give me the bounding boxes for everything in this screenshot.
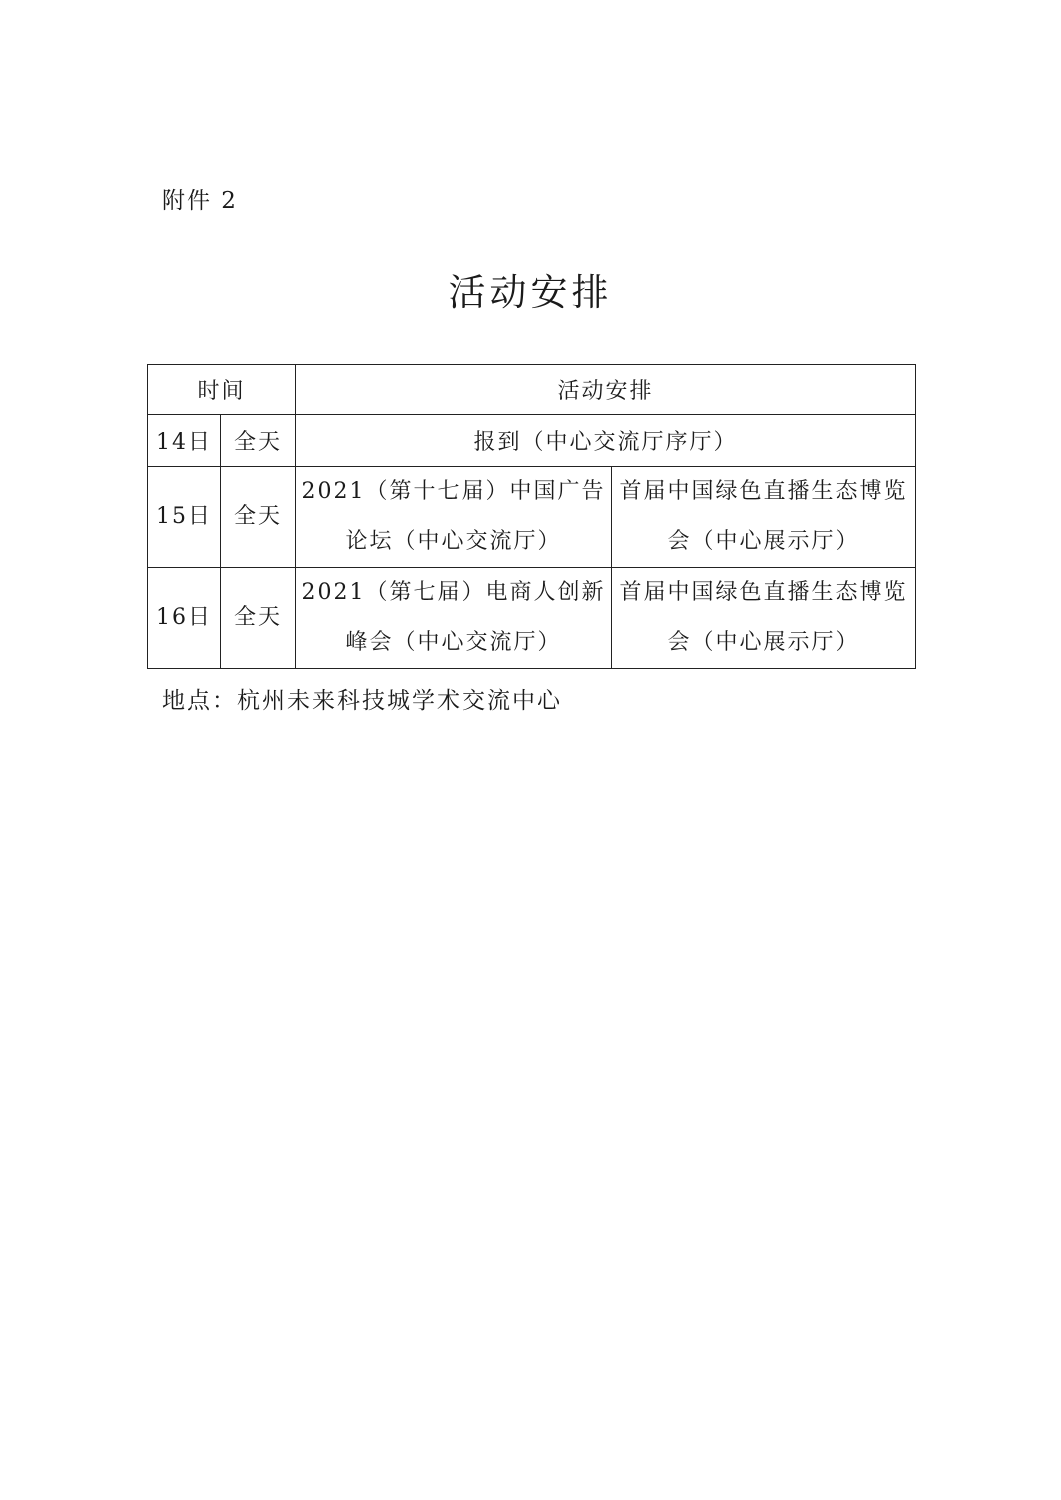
attachment-label: 附件 2 — [162, 188, 238, 214]
row-activity-expo: 首届中国绿色直播生态博览会（中心展示厅） — [612, 568, 916, 669]
header-time: 时间 — [148, 365, 296, 415]
schedule-table — [147, 364, 916, 669]
table-row — [148, 568, 916, 669]
row-date: 14日 — [148, 415, 221, 467]
row-activity-expo: 首届中国绿色直播生态博览会（中心展示厅） — [612, 467, 916, 568]
table-header-row — [148, 365, 916, 415]
row-period: 全天 — [221, 568, 296, 669]
row-date: 15日 — [148, 467, 221, 568]
page-title: 活动安排 — [448, 271, 613, 314]
row-date: 16日 — [148, 568, 221, 669]
table-row — [148, 467, 916, 568]
row-activity-forum: 2021（第十七届）中国广告论坛（中心交流厅） — [296, 467, 612, 568]
row-period: 全天 — [221, 415, 296, 467]
row-period: 全天 — [221, 467, 296, 568]
location-note: 地点：杭州未来科技城学术交流中心 — [162, 688, 562, 714]
row-activity: 报到（中心交流厅序厅） — [296, 415, 916, 467]
table-row — [148, 415, 916, 467]
header-activity: 活动安排 — [296, 365, 916, 415]
row-activity-summit: 2021（第七届）电商人创新峰会（中心交流厅） — [296, 568, 612, 669]
